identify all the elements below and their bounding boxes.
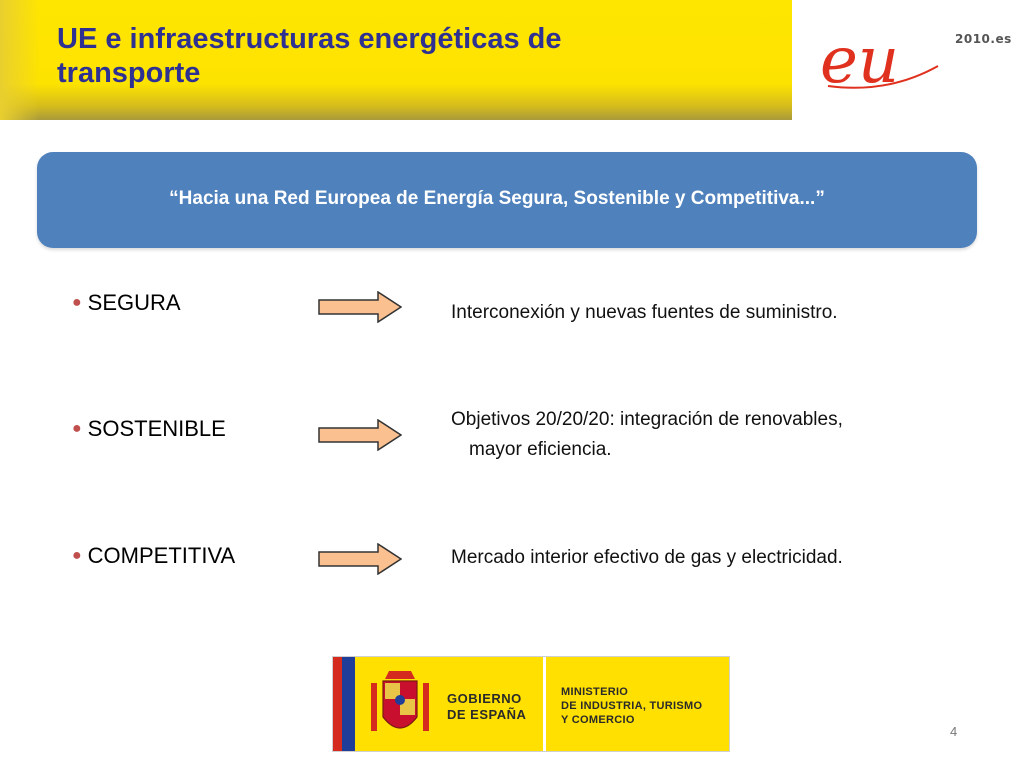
arrow-right-icon — [318, 419, 402, 451]
arrow-right-icon — [318, 543, 402, 575]
bullet-label: COMPETITIVA — [87, 543, 236, 568]
item-description-line: mayor eficiencia. — [469, 439, 612, 460]
gobierno-espana-text — [447, 691, 526, 723]
eu2010-logo-text: eu — [820, 26, 900, 96]
item-description-sostenible — [451, 405, 843, 465]
ministerio-line: MINISTERIO — [561, 686, 629, 698]
gobierno-line: GOBIERNO — [447, 691, 522, 706]
item-description-line: Objetivos 20/20/20: integración de renovables, — [451, 409, 843, 430]
arrow-right-icon — [318, 291, 402, 323]
bullet-item-competitiva — [72, 543, 235, 569]
bullet-label: SEGURA — [87, 290, 181, 315]
eu-flag-strip — [333, 657, 355, 751]
quote-banner-text: “Hacia una Red Europea de Energía Segura, Sostenible y Competitiva...” — [169, 188, 825, 209]
page-title-line2: transporte — [57, 57, 201, 89]
ministerio-text — [561, 685, 702, 727]
quote-banner — [37, 152, 977, 248]
item-description-segura — [451, 298, 838, 328]
bullet-dot-icon: ● — [72, 547, 82, 564]
bullet-label: SOSTENIBLE — [87, 416, 226, 441]
logo-divider — [543, 657, 546, 751]
page-number: 4 — [950, 724, 958, 739]
eu2010-logo-domain: 2010.es — [955, 32, 1012, 46]
ministerio-line: DE INDUSTRIA, TURISMO — [561, 700, 703, 712]
gobierno-espana-logo — [332, 656, 730, 752]
page-title — [57, 22, 757, 90]
item-description-line: Mercado interior efectivo de gas y electricidad. — [451, 547, 843, 568]
page-title-line1: UE e infraestructuras energéticas de — [57, 23, 562, 55]
item-description-line: Interconexión y nuevas fuentes de suministro. — [451, 302, 838, 323]
gobierno-line: DE ESPAÑA — [447, 707, 527, 722]
bullet-dot-icon: ● — [72, 420, 82, 437]
item-description-competitiva — [451, 543, 843, 573]
bullet-item-sostenible — [72, 416, 226, 442]
bullet-dot-icon: ● — [72, 294, 82, 311]
ministerio-line: Y COMERCIO — [561, 714, 635, 726]
bullet-item-segura — [72, 290, 181, 316]
coat-of-arms-icon — [365, 665, 435, 743]
